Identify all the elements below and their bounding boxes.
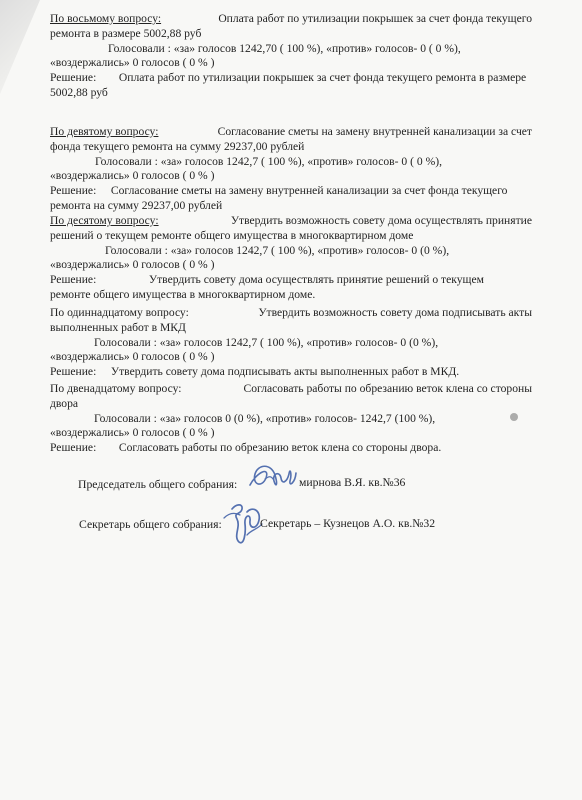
question-10-label: По десятому вопросу:	[50, 214, 159, 227]
question-12-vote-line-2: «воздержались» 0 голосов ( 0 % )	[50, 426, 215, 440]
question-8-title: Оплата работ по утилизации покрышек за счет фонда текущего	[218, 12, 532, 25]
question-9-title: Согласование сметы на замену внутренней канализации за счет	[217, 125, 532, 138]
paper-speck	[510, 413, 518, 421]
question-10-heading-row	[50, 214, 532, 229]
question-11-heading-row	[50, 306, 532, 321]
question-9-heading-row	[50, 125, 532, 140]
question-10-vote-line-1: Голосовали : «за» голосов 1242,7 ( 100 %), «против» голосов- 0 (0 %),	[105, 243, 450, 257]
question-9-vote-line-1: Голосовали : «за» голосов 1242,7 ( 100 %), «против» голосов- 0 ( 0 %),	[95, 154, 442, 168]
question-12	[50, 382, 532, 456]
question-11-decision-row	[50, 365, 532, 380]
question-9-decision-text: Согласование сметы на замену внутренней канализации за счет фонда текущего	[110, 184, 508, 198]
question-8-vote-line-2: «воздержались» 0 голосов ( 0 % )	[50, 56, 215, 70]
question-11-label: По одиннадцатому вопросу:	[50, 306, 189, 319]
question-9-label: По девятому вопросу:	[50, 125, 159, 138]
chair-signature-label: Председатель общего собрания:	[78, 478, 238, 491]
question-9	[50, 125, 532, 214]
question-9-vote-line-2: «воздержались» 0 голосов ( 0 % )	[50, 169, 215, 183]
question-10-title: Утвердить возможность совету дома осуществлять принятие	[230, 214, 532, 227]
question-8-title-continued: ремонта в размере 5002,88 руб	[50, 26, 202, 40]
question-10-title-continued: решений о текущем ремонте общего имущества в многоквартирном доме	[50, 228, 414, 242]
secretary-name: Секретарь – Кузнецов А.О. кв.№32	[260, 517, 436, 530]
question-11-title-continued: выполненных работ в МКД	[50, 320, 186, 334]
secretary-signature-label: Секретарь общего собрания:	[79, 518, 222, 531]
question-8-heading-row	[50, 12, 532, 27]
question-11-decision-text: Утвердить совету дома подписывать акты выполненных работ в МКД.	[110, 365, 460, 379]
question-8-decision-label: Решение:	[50, 71, 97, 85]
question-8-label: По восьмому вопросу:	[50, 12, 162, 25]
question-9-title-continued: фонда текущего ремонта на сумму 29237,00 рублей	[50, 139, 305, 153]
question-10-decision-row	[50, 273, 532, 288]
question-12-vote-line-1: Голосовали : «за» голосов 0 (0 %), «против» голосов- 1242,7 (100 %),	[94, 411, 436, 425]
question-9-decision-label: Решение:	[50, 184, 97, 198]
question-12-heading-row	[50, 382, 532, 397]
question-9-decision-row	[50, 184, 532, 199]
question-11-title: Утвердить возможность совету дома подписывать акты	[258, 306, 532, 319]
question-12-decision-text: Согласовать работы по обрезанию веток клена со стороны двора.	[118, 441, 442, 455]
question-10	[50, 214, 532, 303]
question-11	[50, 306, 532, 380]
question-8	[50, 12, 532, 101]
question-9-decision-continued: ремонта на сумму 29237,00 рублей	[50, 198, 223, 212]
question-12-label: По двенадцатому вопросу:	[50, 382, 182, 395]
chair-signature	[242, 454, 297, 496]
question-11-decision-label: Решение:	[50, 365, 97, 379]
question-10-vote-line-2: «воздержались» 0 голосов ( 0 % )	[50, 258, 215, 272]
question-12-decision-label: Решение:	[50, 441, 97, 455]
folded-corner	[0, 0, 40, 94]
chair-name: мирнова В.Я. кв.№36	[299, 476, 406, 489]
question-8-vote-line-1: Голосовали : «за» голосов 1242,70 ( 100 %), «против» голосов- 0 ( 0 %),	[108, 41, 461, 55]
question-11-vote-line-1: Голосовали : «за» голосов 1242,7 ( 100 %), «против» голосов- 0 (0 %),	[94, 335, 439, 349]
question-8-decision-text: Оплата работ по утилизации покрышек за счет фонда текущего ремонта в размере	[118, 71, 527, 85]
question-8-decision-row	[50, 71, 532, 86]
question-10-decision-label: Решение:	[50, 273, 97, 287]
question-11-vote-line-2: «воздержались» 0 голосов ( 0 % )	[50, 350, 215, 364]
secretary-signature	[220, 495, 265, 549]
question-10-decision-continued: ремонте общего имущества в многоквартирном доме.	[50, 287, 316, 301]
question-10-decision-text: Утвердить совету дома осуществлять принятие решений о текущем	[148, 273, 484, 287]
question-12-title: Согласовать работы по обрезанию веток клена со стороны	[243, 382, 532, 395]
question-12-title-continued: двора	[50, 396, 79, 410]
question-8-decision-continued: 5002,88 руб	[50, 85, 108, 99]
